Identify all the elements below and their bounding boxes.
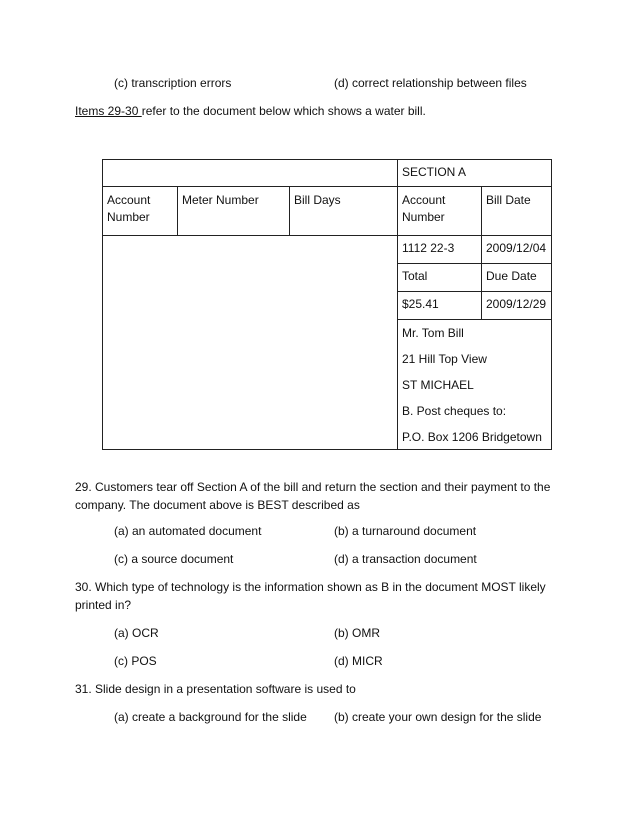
total-label: Total <box>402 269 428 283</box>
bill-date-value: 2009/12/04 <box>486 241 547 255</box>
q30-line1: 30. Which type of technology is the information shown as B in the document MOST likely <box>75 580 546 594</box>
header-meter-number: Meter Number <box>182 193 259 207</box>
q30-option-b: (b) OMR <box>334 626 380 640</box>
address-line: ST MICHAEL <box>402 378 474 392</box>
address-line: P.O. Box 1206 Bridgetown <box>402 430 542 444</box>
due-date-value: 2009/12/29 <box>486 297 547 311</box>
section-a-account-number: Account Number <box>402 193 446 224</box>
q29-option-b: (b) a turnaround document <box>334 524 477 538</box>
q29-line1: 29. Customers tear off Section A of the bill and return the section and their payment to the <box>75 480 551 494</box>
q31-line1: 31. Slide design in a presentation software is used to <box>75 682 356 696</box>
address-block <box>398 321 548 455</box>
q30-option-a: (a) OCR <box>114 626 159 640</box>
q31-option-a: (a) create a background for the slide <box>114 710 307 724</box>
q29-option-c: (c) a source document <box>114 552 234 566</box>
q31-option-b: (b) create your own design for the slide <box>334 710 542 724</box>
q30-option-c: (c) POS <box>114 654 157 668</box>
section-a-label: SECTION A <box>402 165 467 179</box>
prev-option-d: (d) correct relationship between files <box>334 76 527 90</box>
water-bill-table <box>102 159 552 450</box>
q30-option-d: (d) MICR <box>334 654 383 668</box>
q29-option-a: (a) an automated document <box>114 524 262 538</box>
account-number-value: 1112 22-3 <box>402 241 455 255</box>
header-bill-date: Bill Date <box>486 193 531 207</box>
header-account-number: Account Number <box>107 193 151 224</box>
items-intro <box>75 104 426 118</box>
total-value: $25.41 <box>402 297 439 311</box>
q30-line2: printed in? <box>75 598 132 612</box>
prev-option-c: (c) transcription errors <box>114 76 232 90</box>
address-line: 21 Hill Top View <box>402 352 487 366</box>
items-reference: Items 29-30 <box>75 104 142 118</box>
address-line: B. Post cheques to: <box>402 404 507 418</box>
q29-line2: company. The document above is BEST described as <box>75 498 360 512</box>
due-date-label: Due Date <box>486 269 537 283</box>
address-line: Mr. Tom Bill <box>402 326 464 340</box>
items-intro-text: refer to the document below which shows a water bill. <box>141 104 426 118</box>
q29-option-d: (d) a transaction document <box>334 552 477 566</box>
header-bill-days: Bill Days <box>294 193 341 207</box>
